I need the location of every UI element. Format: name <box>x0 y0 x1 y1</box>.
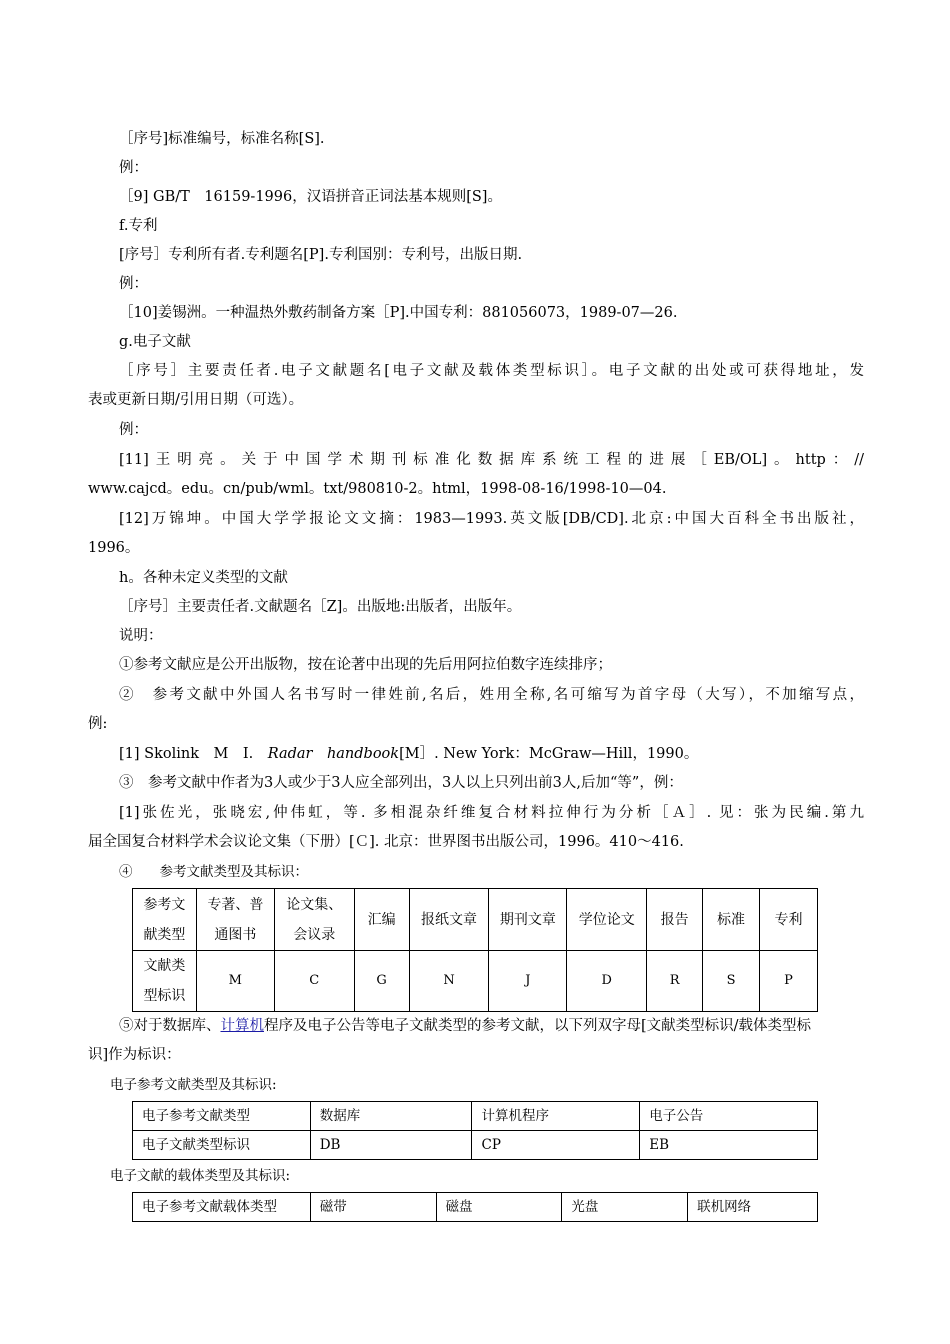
section-heading: f.专利 <box>119 218 158 234</box>
table-cell: 电子公告 <box>640 1102 818 1131</box>
table-cell: EB <box>640 1131 818 1160</box>
table-cell: 数据库 <box>310 1102 472 1131</box>
text-line: ③ 参考文献中作者为3人或少于3人应全部列出，3人以上只列出前3人,后加“等”，例： <box>119 775 683 791</box>
text-line: ［序号]标准编号，标准名称[S]. <box>119 131 325 147</box>
table-cell: 电子参考文献载体类型 <box>133 1193 311 1222</box>
text-line: [1]张佐光，张晓宏,仲伟虹，等. 多相混杂纤维复合材料拉伸行为分析［Ａ］. 见：张为民编.第九 <box>119 805 864 821</box>
section-heading: h。各种未定义类型的文献 <box>119 570 288 586</box>
table-row <box>133 1102 818 1131</box>
text-line <box>119 1016 811 1036</box>
table-cell: 磁带 <box>310 1193 436 1222</box>
text-line: 识]作为标识： <box>88 1047 181 1063</box>
table-header-cell: 期刊文章 <box>489 889 567 951</box>
computer-link[interactable]: 计算机 <box>220 1018 264 1034</box>
text-line: 1996。 <box>88 540 140 556</box>
text-line: 例： <box>119 422 148 438</box>
text-line: [11]王明亮。关于中国学术期刊标准化数据库系统工程的进展［EB/OL]。http：// <box>119 452 864 468</box>
citation-text: [M］. New York：McGraw—Hill，1990。 <box>399 746 699 762</box>
text-line: www.cajcd。edu。cn/pub/wml。txt/980810-2。html，1998-08-16/1998-10—04. <box>88 481 667 497</box>
table-cell: 光盘 <box>562 1193 688 1222</box>
table-cell: M <box>196 951 274 1012</box>
text-span: 程序及电子公告等电子文献类型的参考文献，以下列双字母[文献类型标识/载体类型标 <box>264 1018 812 1034</box>
reference-type-table <box>132 888 818 1012</box>
table-header-cell: 论文集、 会议录 <box>274 889 354 951</box>
text-line: [序号］专利所有者.专利题名[P].专利国别：专利号，出版日期. <box>119 247 523 263</box>
text-line: 例： <box>119 160 148 176</box>
text-line: ［9] GB/T 16159-1996，汉语拼音正词法基本规则[S]。 <box>119 189 502 205</box>
text-line: ①参考文献应是公开出版物，按在论著中出现的先后用阿拉伯数字连续排序； <box>119 657 612 673</box>
table-header-cell: 报纸文章 <box>409 889 489 951</box>
text-line: ② 参考文献中外国人名书写时一律姓前,名后，姓用全称,名可缩写为首字母（大写），不加缩写点， <box>119 687 864 703</box>
table-caption: 电子参考文献类型及其标识: <box>110 1077 277 1093</box>
text-line: 表或更新日期/引用日期（可选）。 <box>88 392 304 408</box>
text-line: ［10]姜锡洲。一种温热外敷药制备方案［P].中国专利：881056073，1989-07—26. <box>119 305 678 321</box>
text-line <box>119 744 698 764</box>
text-span: ⑤对于数据库、 <box>119 1018 221 1034</box>
table-row <box>133 1131 818 1160</box>
table-row <box>133 1193 818 1222</box>
text-line: 例: <box>88 716 108 732</box>
table-caption: 电子文献的载体类型及其标识: <box>110 1168 291 1184</box>
italic-title: Radar handbook <box>267 746 400 762</box>
table-header-cell: 汇编 <box>354 889 409 951</box>
electronic-type-table <box>132 1101 818 1160</box>
text-line: ［序号］主要责任者.电子文献题名[电子文献及载体类型标识］。电子文献的出处或可获得地址，发 <box>119 363 864 379</box>
table-cell: S <box>703 951 760 1012</box>
table-cell: DB <box>310 1131 472 1160</box>
table-row <box>133 889 818 951</box>
table-cell: N <box>409 951 489 1012</box>
table-header-cell: 专利 <box>759 889 817 951</box>
text-line: ［序号］主要责任者.文献题名［Z]。出版地:出版者，出版年。 <box>119 599 522 615</box>
text-line: ④ 参考文献类型及其标识： <box>119 864 308 880</box>
table-cell: 磁盘 <box>436 1193 562 1222</box>
table-cell: C <box>274 951 354 1012</box>
text-line: [12]万锦坤。中国大学学报论文文摘：1983—1993.英文版[DB/CD].北京:中国大百科全书出版社， <box>119 511 864 527</box>
table-header-cell: 报告 <box>647 889 703 951</box>
table-header-cell: 专著、普 通图书 <box>196 889 274 951</box>
table-header-cell: 学位论文 <box>567 889 647 951</box>
table-header-cell: 标准 <box>703 889 760 951</box>
table-cell: D <box>567 951 647 1012</box>
citation-text: [1] Skolink M I. <box>119 746 268 762</box>
text-line: 届全国复合材料学术会议论文集（下册）[Ｃ]. 北京：世界图书出版公司，1996。410～416. <box>88 834 684 850</box>
table-cell: 计算机程序 <box>472 1102 640 1131</box>
table-header-cell: 文献类 型标识 <box>133 951 197 1012</box>
table-row <box>133 951 818 1012</box>
table-cell: CP <box>472 1131 640 1160</box>
carrier-type-table <box>132 1192 818 1222</box>
text-line: 说明： <box>119 628 163 644</box>
table-cell: 电子文献类型标识 <box>133 1131 311 1160</box>
text-line: 例： <box>119 276 148 292</box>
table-cell: R <box>647 951 703 1012</box>
table-header-cell: 参考文 献类型 <box>133 889 197 951</box>
table-cell: G <box>354 951 409 1012</box>
table-cell: P <box>759 951 817 1012</box>
table-cell: 联机网络 <box>688 1193 818 1222</box>
table-cell: J <box>489 951 567 1012</box>
section-heading: g.电子文献 <box>119 334 191 350</box>
table-cell: 电子参考文献类型 <box>133 1102 311 1131</box>
